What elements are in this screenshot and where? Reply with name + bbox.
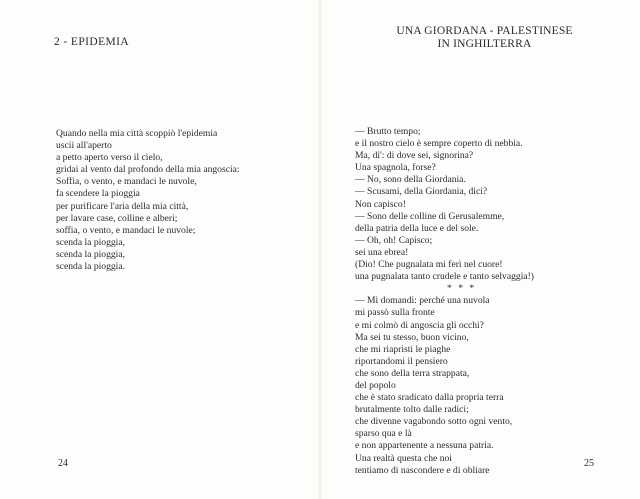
poem-line: che mi riapristi le piaghe (355, 343, 451, 355)
poem-line: uscii all'aperto (56, 140, 112, 152)
poem-line: — Mi domandi: perché una nuvola (355, 295, 490, 307)
section-separator-stars: * * * (447, 283, 477, 295)
right-header-line-2: IN INGHILTERRA (437, 37, 532, 50)
poem-line: per purificare l'aria della mia città, (56, 200, 189, 212)
right-header-line-1: UNA GIORDANA - PALESTINESE (396, 25, 573, 37)
poem-line: una pugnalata tanto crudele e tanto selvaggia!) (355, 271, 535, 283)
poem-line: che divenne vagabondo sotto ogni vento, (355, 416, 513, 428)
poem-line: Una spagnola, forse? (355, 162, 436, 174)
page-number-right: 25 (584, 458, 594, 469)
poem-line: per lavare case, colline e alberi; (56, 212, 178, 224)
poem-line: che è stato sradicato dalla propria terra (355, 392, 504, 404)
poem-line: e il nostro cielo è sempre coperto di nebbia. (355, 138, 523, 150)
left-poem (56, 128, 240, 273)
poem-line: Una realtà questa che noi (355, 452, 452, 464)
poem-line: mi passò sulla fronte (355, 307, 435, 319)
poem-line: — Oh, oh! Capisco; (355, 234, 433, 246)
right-page (320, 0, 640, 499)
poem-line: che sono della terra strappata, (355, 367, 470, 379)
poem-line: della patria della luce e del sole. (355, 222, 479, 234)
poem-line: soffia, o vento, e mandaci le nuvole; (56, 224, 196, 236)
poem-line: gridai al vento dal profondo della mia angoscia: (56, 164, 240, 176)
poem-line: tentiamo di nascondere e di obliare (355, 464, 490, 476)
poem-line: — Brutto tempo; (355, 126, 421, 137)
page-number-left: 24 (58, 458, 68, 469)
poem-line: riportandomi il pensiero (355, 355, 448, 367)
poem-line: — No, sono della Giordania. (355, 174, 466, 186)
poem-line: del popolo (355, 379, 396, 391)
poem-line: scenda la pioggia, (56, 236, 125, 248)
right-poem (355, 126, 534, 477)
right-page-header (392, 25, 577, 50)
poem-line: Ma, di': di dove sei, signorina? (355, 150, 474, 162)
poem-line: (Dio! Che pugnalata mi ferì nel cuore! (355, 259, 503, 271)
poem-line: sei una ebrea! (355, 246, 409, 258)
poem-line: e mi colmò di angoscia gli occhi? (355, 319, 484, 331)
poem-line: Soffia, o vento, e mandaci le nuvole, (56, 176, 197, 188)
poem-line: e non appartenente a nessuna patria. (355, 440, 494, 452)
poem-line: — Scusami, della Giordania, dici? (355, 186, 488, 198)
poem-line: Non capisco! (355, 198, 406, 210)
poem-line: Ma sei tu stesso, buon vicino, (355, 331, 469, 343)
poem-line: scenda la pioggia. (56, 261, 125, 273)
poem-line: sparso qua e là (355, 428, 412, 440)
poem-line: Quando nella mia città scoppiò l'epidemia (56, 128, 218, 139)
poem-line: fa scendere la pioggia (56, 188, 140, 200)
poem-line: a petto aperto verso il cielo, (56, 152, 163, 164)
left-page-header: 2 - EPIDEMIA (54, 36, 130, 48)
poem-line: brutalmente tolto dalle radici; (355, 404, 469, 416)
poem-line: scenda la pioggia, (56, 248, 125, 260)
poem-line: — Sono delle colline di Gerusalemme, (355, 210, 505, 222)
